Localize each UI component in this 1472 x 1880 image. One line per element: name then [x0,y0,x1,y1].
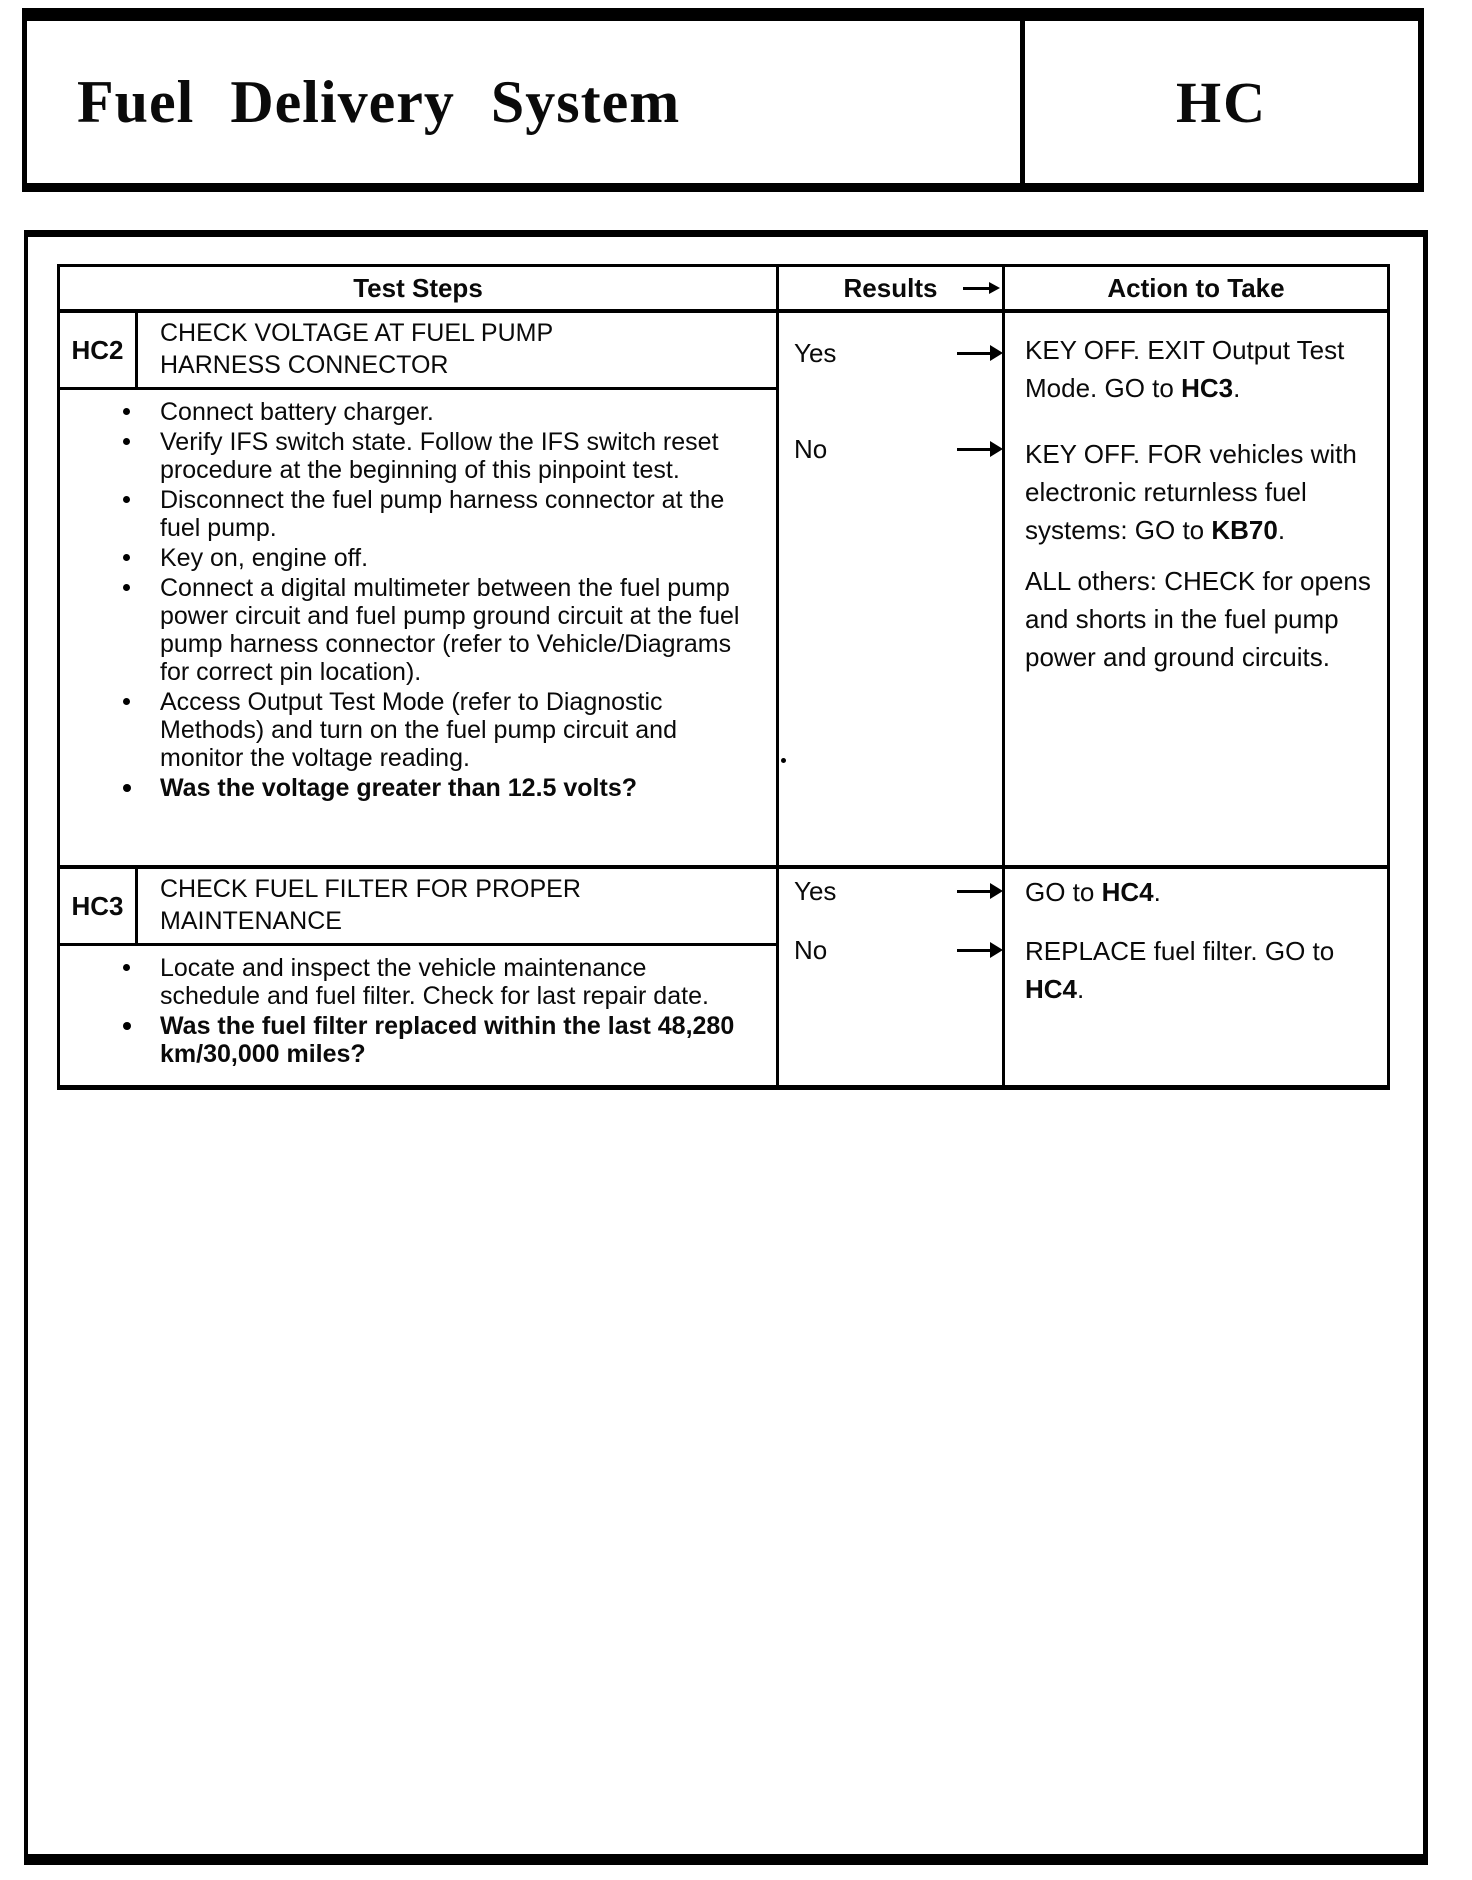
result-no-row [794,433,1002,465]
results-cell [776,313,1002,865]
test-steps-cell [60,869,776,1085]
action-cell [1002,869,1387,1085]
step-title-row [60,869,776,946]
action-for-no-1: KEY OFF. FOR vehicles with electronic returnless fuel systems: GO to KB70. [1025,439,1357,545]
step-instruction-list [60,390,776,812]
table-header-row [60,267,1387,313]
step-id-hc2: HC2 [60,313,138,387]
result-yes-label: Yes [794,875,837,906]
column-header-results [776,267,1002,309]
result-no-row [794,934,1002,966]
action-for-no-1: REPLACE fuel filter. GO to HC4. [1025,936,1335,1004]
test-steps-cell [60,313,776,865]
result-yes-label: Yes [794,337,837,368]
right-arrow-icon [957,441,1003,457]
instruction-item: Verify IFS switch state. Follow the IFS switch reset procedure at the beginning of this pinpoint test. [60,428,742,484]
step-title: CHECK FUEL FILTER FOR PROPER MAINTENANCE [160,875,581,935]
right-arrow-icon [963,282,1000,294]
right-arrow-icon [957,345,1003,361]
page-header [22,8,1424,192]
results-cell [776,869,1002,1085]
instruction-item: Disconnect the fuel pump harness connector at the fuel pump. [60,486,742,542]
step-reference: HC3 [1181,373,1234,403]
step-title: CHECK VOLTAGE AT FUEL PUMP HARNESS CONNECTOR [160,319,553,379]
scan-artifact-dot [781,758,786,763]
step-question: Was the fuel filter replaced within the last 48,280 km/30,000 miles? [60,1012,742,1068]
diagnostic-table [57,264,1390,1090]
section-code-cell [1020,21,1418,183]
test-step-row-hc2 [60,313,1387,865]
instruction-item: Access Output Test Mode (refer to Diagnostic Methods) and turn on the fuel pump circuit and monitor the voltage reading. [60,688,742,772]
action-cell [1002,313,1387,865]
result-yes-row [794,337,1002,369]
result-no-label: No [794,934,828,965]
right-arrow-icon [957,883,1003,899]
step-instruction-list [60,946,776,1078]
instruction-item: Connect a digital multimeter between the fuel pump power circuit and fuel pump ground circuit at the fuel pump harness connector (refer to Vehicle/Diagrams for correct pin location). [60,574,742,686]
results-header-label: Results [843,272,938,303]
action-for-yes: KEY OFF. EXIT Output Test Mode. GO to HC3. [1025,335,1345,403]
step-title-row [60,313,776,390]
step-question: Was the voltage greater than 12.5 volts? [60,774,742,802]
section-code: HC [1176,69,1267,135]
column-header-test-steps: Test Steps [353,272,483,303]
step-reference: HC4 [1025,974,1078,1004]
result-no-label: No [794,433,828,464]
instruction-item: Connect battery charger. [60,398,742,426]
action-for-yes: GO to HC4. [1025,877,1161,907]
page-title: Fuel Delivery System [77,68,681,135]
step-id-hc3: HC3 [60,869,138,943]
step-reference: HC4 [1101,877,1154,907]
step-reference: KB70 [1211,515,1278,545]
column-header-action-to-take: Action to Take [1002,267,1387,309]
instruction-item: Locate and inspect the vehicle maintenance schedule and fuel filter. Check for last repair date. [60,954,742,1010]
result-yes-row [794,875,1002,907]
right-arrow-icon [957,942,1003,958]
test-step-row-hc3 [60,865,1387,1085]
action-for-no-2: ALL others: CHECK for opens and shorts in the fuel pump power and ground circuits. [1025,566,1371,672]
page-title-cell [27,21,1020,183]
instruction-item: Key on, engine off. [60,544,742,572]
